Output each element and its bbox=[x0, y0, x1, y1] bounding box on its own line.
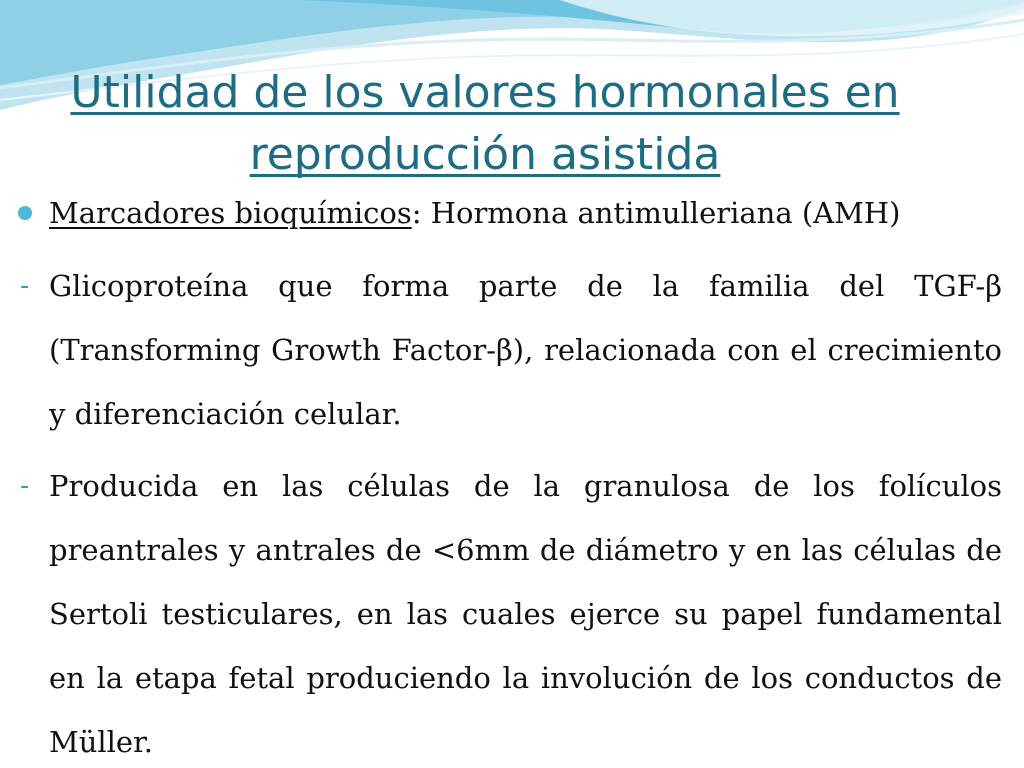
dash-marker-icon: - bbox=[20, 471, 30, 501]
slide-title-line1: Utilidad de los valores hormonales en bbox=[70, 67, 900, 118]
slide-title-line2: reproducción asistida bbox=[249, 129, 721, 180]
sub-item-text: Glicoproteína que forma parte de la familia del TGF-β (Transforming Growth Factor-β), relacionada con el crecimiento y diferenciación celular. bbox=[49, 269, 1002, 431]
sub-item-text: Producida en las células de la granulosa de los folículos preantrales y antrales de <6mm de diámetro y en las células de Sertoli testiculares, en las cuales ejerce su papel fundamental en la etapa fetal produciendo la involución de los conductos de Müller. bbox=[49, 469, 1002, 759]
slide-body bbox=[16, 190, 1002, 768]
dash-marker-icon: - bbox=[20, 271, 30, 301]
slide-title bbox=[30, 62, 940, 186]
sub-item bbox=[16, 454, 1002, 768]
sub-item bbox=[16, 254, 1002, 446]
bullet-underlined-term: Marcadores bioquímicos bbox=[49, 196, 412, 230]
bullet-dot-icon bbox=[18, 206, 32, 220]
bullet-item bbox=[16, 190, 1002, 236]
bullet-rest-text: : Hormona antimulleriana (AMH) bbox=[411, 196, 901, 230]
